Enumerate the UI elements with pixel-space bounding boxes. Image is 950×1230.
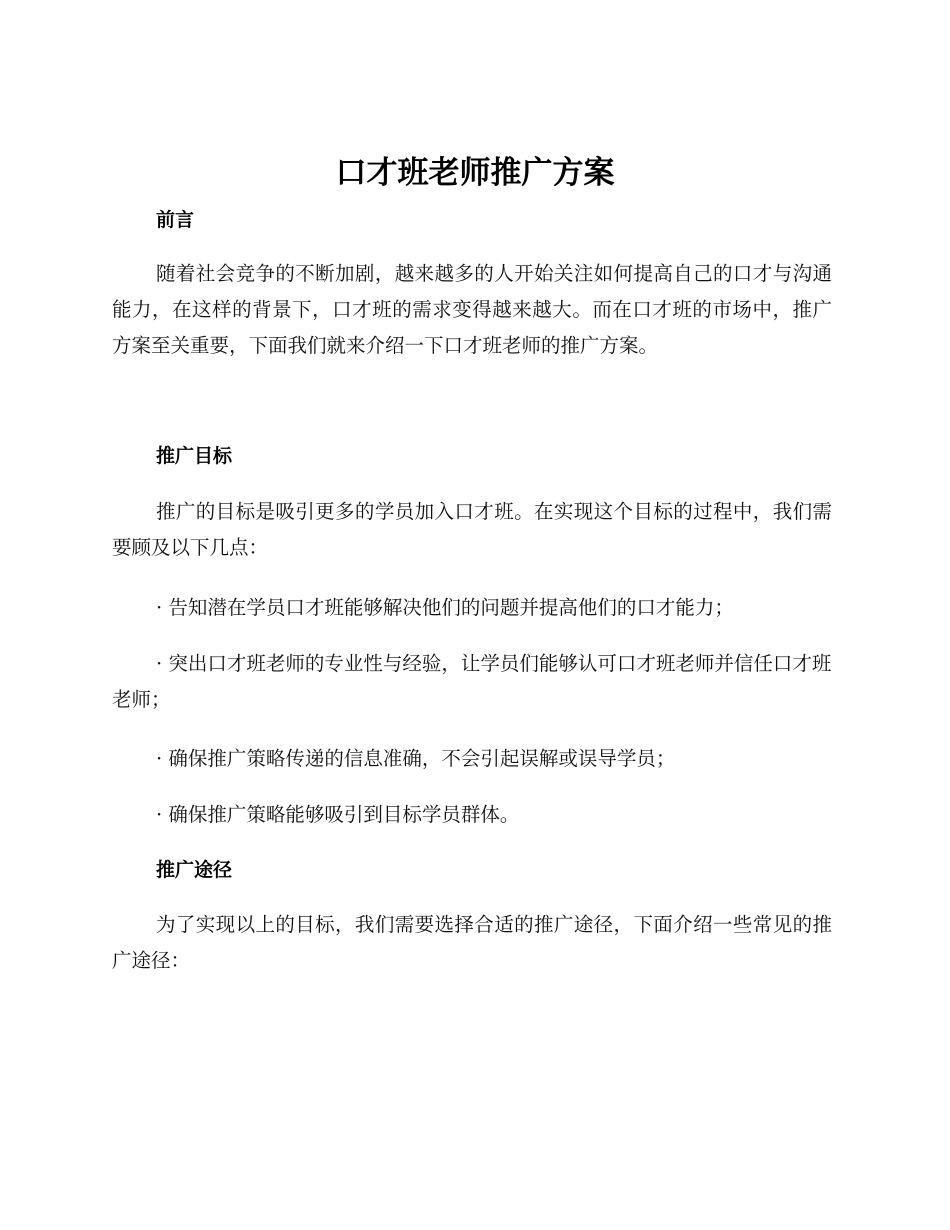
preface-paragraph: 随着社会竞争的不断加剧，越来越多的人开始关注如何提高自己的口才与沟通能力，在这样的背景下，口才班的需求变得越来越大。而在口才班的市场中，推广方案至关重要，下面我们就来介绍一下口才班老师的推广方案。: [112, 262, 832, 357]
channels-paragraph: 为了实现以上的目标，我们需要选择合适的推广途径，下面介绍一些常见的推广途径：: [112, 913, 832, 972]
section-heading-preface: 前言: [156, 209, 195, 231]
goals-bullet-2: · 突出口才班老师的专业性与经验，让学员们能够认可口才班老师并信任口才班老师；: [112, 652, 832, 711]
section-heading-goals: 推广目标: [156, 445, 233, 467]
goals-bullet-3: · 确保推广策略传递的信息准确，不会引起误解或误导学员；: [156, 747, 676, 770]
goals-paragraph: 推广的目标是吸引更多的学员加入口才班。在实现这个目标的过程中，我们需要顾及以下几点：: [112, 500, 832, 559]
section-heading-channels: 推广途径: [156, 859, 233, 881]
document-title: 口才班老师推广方案: [335, 155, 615, 191]
goals-bullet-4: · 确保推广策略能够吸引到目标学员群体。: [156, 803, 520, 826]
goals-bullet-1: · 告知潜在学员口才班能够解决他们的问题并提高他们的口才能力；: [156, 596, 734, 619]
